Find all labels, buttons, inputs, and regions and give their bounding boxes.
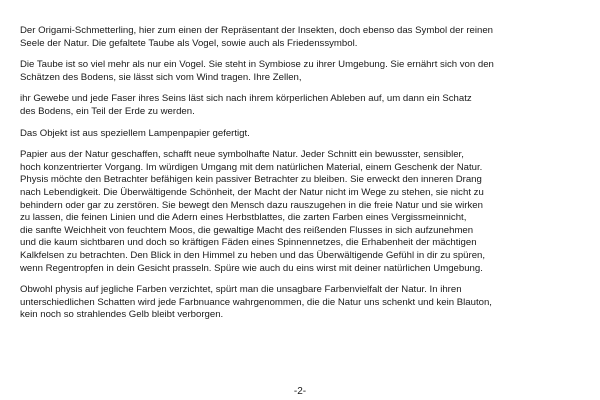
text-line: ihr Gewebe und jede Faser ihres Seins läst sich nach ihrem körperlichen Ableben auf, um dann ein Schatz bbox=[20, 93, 472, 105]
paragraph-paper-nature bbox=[20, 149, 582, 275]
document-page bbox=[20, 25, 582, 331]
text-line: Der Origami-Schmetterling, hier zum einen der Repräsentant der Insekten, doch ebenso das Symbol der reinen bbox=[20, 25, 494, 36]
text-line: wenn Regentropfen in dein Gesicht prasseln. Spüre wie auch du eins wirst mit deiner natürlichen Umgebung. bbox=[20, 262, 483, 274]
page-number: -2- bbox=[293, 386, 307, 397]
text-line: zu lassen, die feinen Linien und die Adern eines Herbstblattes, die zarten Farben eines Vergissmeinnicht, bbox=[20, 212, 467, 224]
text-line: Schätzen des Bodens, sie lässt sich vom Wind tragen. Ihre Zellen, bbox=[20, 71, 302, 83]
text-line: behindern oder gar zu zerstören. Sie bewegt den Mensch dazu rauszugehen in die freie Natur und sie wirken bbox=[20, 199, 483, 211]
text-line: Seele der Natur. Die gefaltete Taube als Vogel, sowie auch als Friedenssymbol. bbox=[20, 37, 358, 49]
text-line: nach Lebendigkeit. Die Überwältigende Schönheit, der Macht der Natur nicht im Wege zu stehen, sie nicht zu bbox=[20, 186, 484, 198]
paragraph-lamp-paper bbox=[20, 128, 582, 141]
text-line: hoch konzentrierter Vorgang. Im würdigen Umgang mit dem natürlichen Material, einem Geschenk der Natur. bbox=[20, 161, 483, 173]
text-line: und die kaum sichtbaren und doch so kräftigen Fäden eines Spinnennetzes, die Erhabenheit der mächtigen bbox=[20, 237, 477, 249]
text-line: Kalkfelsen zu betrachten. Den Blick in den Himmel zu heben und das Überwältigende Gefühl in dir zu spüren, bbox=[20, 249, 486, 261]
text-line: Die Taube ist so viel mehr als nur ein Vogel. Sie steht in Symbiose zu ihrer Umgebung. Sie ernährt sich von den bbox=[20, 59, 494, 71]
text-line: des Bodens, ein Teil der Erde zu werden. bbox=[20, 105, 195, 117]
paragraph-dove-tissue bbox=[20, 93, 582, 118]
text-line: die sanfte Weichheit von feuchtem Moos, die gewaltige Macht des reißenden Flusses in sich aufzunehmen bbox=[20, 224, 474, 236]
text-line: Physis möchte den Betrachter befähigen kein passiver Betrachter zu bleiben. Sie erweckt den inneren Drang bbox=[20, 174, 482, 186]
paragraph-dove-symbiosis bbox=[20, 59, 582, 84]
text-line: Obwohl physis auf jegliche Farben verzichtet, spürt man die unsagbare Farbenvielfalt der Natur. In ihren bbox=[20, 284, 462, 296]
paragraph-colors bbox=[20, 284, 582, 322]
text-line: unterschiedlichen Schatten wird jede Farbnuance wahrgenommen, die die Natur uns schenkt und kein Blauton, bbox=[20, 296, 492, 308]
text-line: Das Objekt ist aus speziellem Lampenpapier gefertigt. bbox=[20, 127, 250, 139]
text-line: kein noch so strahlendes Gelb bleibt verborgen. bbox=[20, 309, 224, 321]
paragraph-origami-symbols bbox=[20, 25, 582, 50]
text-line: Papier aus der Natur geschaffen, schafft neue symbolhafte Natur. Jeder Schnitt ein bewusster, sensibler, bbox=[20, 149, 464, 161]
